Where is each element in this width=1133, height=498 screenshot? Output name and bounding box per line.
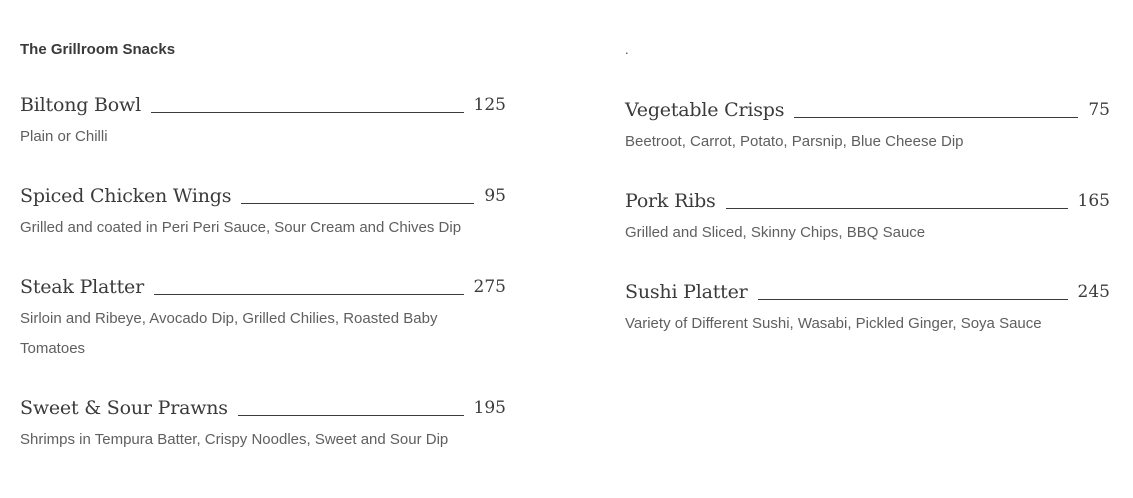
menu-item-header (20, 274, 506, 300)
price-leader-line (238, 415, 464, 416)
menu-item (20, 274, 506, 364)
menu-item-description: Shrimps in Tempura Batter, Crispy Noodles, Sweet and Sour Dip (20, 431, 449, 448)
menu-item-header (625, 279, 1110, 305)
menu-item (625, 188, 1110, 248)
menu-item (20, 183, 506, 243)
menu-item-price: 275 (473, 277, 506, 297)
menu-item-header (20, 395, 506, 421)
menu-item (20, 92, 506, 152)
menu-item-description: Plain or Chilli (20, 128, 108, 145)
menu-item (20, 395, 506, 455)
menu-item-name: Pork Ribs (625, 190, 716, 212)
menu-item-header (20, 183, 506, 209)
menu-item-description: Sirloin and Ribeye, Avocado Dip, Grilled Chilies, Roasted Baby Tomatoes (20, 310, 438, 357)
menu-item (625, 279, 1110, 339)
price-leader-line (758, 299, 1068, 300)
menu-item-description: Grilled and coated in Peri Peri Sauce, Sour Cream and Chives Dip (20, 219, 462, 236)
menu-item-price: 245 (1077, 282, 1110, 302)
price-leader-line (794, 117, 1078, 118)
menu-item-description: Variety of Different Sushi, Wasabi, Pickled Ginger, Soya Sauce (625, 315, 1042, 332)
menu-item-name: Biltong Bowl (20, 94, 141, 116)
price-leader-line (726, 208, 1068, 209)
menu-item-description: Beetroot, Carrot, Potato, Parsnip, Blue Cheese Dip (625, 133, 964, 150)
menu-item-price: 95 (484, 186, 506, 206)
menu-item-name: Vegetable Crisps (625, 99, 785, 121)
price-leader-line (154, 294, 464, 295)
menu-item-name: Steak Platter (20, 276, 144, 298)
section-title: . (625, 42, 629, 57)
price-leader-line (241, 203, 474, 204)
menu-item-description: Grilled and Sliced, Skinny Chips, BBQ Sauce (625, 224, 926, 241)
menu-item-price: 125 (473, 95, 506, 115)
menu-item (625, 97, 1110, 157)
section-title: The Grillroom Snacks (20, 41, 176, 58)
menu-item-price: 195 (473, 398, 506, 418)
menu-item-name: Spiced Chicken Wings (20, 185, 232, 207)
menu-item-header (625, 188, 1110, 214)
menu-item-price: 165 (1077, 191, 1110, 211)
menu-item-name: Sweet & Sour Prawns (20, 397, 228, 419)
menu-item-name: Sushi Platter (625, 281, 748, 303)
menu-item-header (625, 97, 1110, 123)
menu-item-header (20, 92, 506, 118)
menu-item-price: 75 (1088, 100, 1110, 120)
price-leader-line (151, 112, 464, 113)
